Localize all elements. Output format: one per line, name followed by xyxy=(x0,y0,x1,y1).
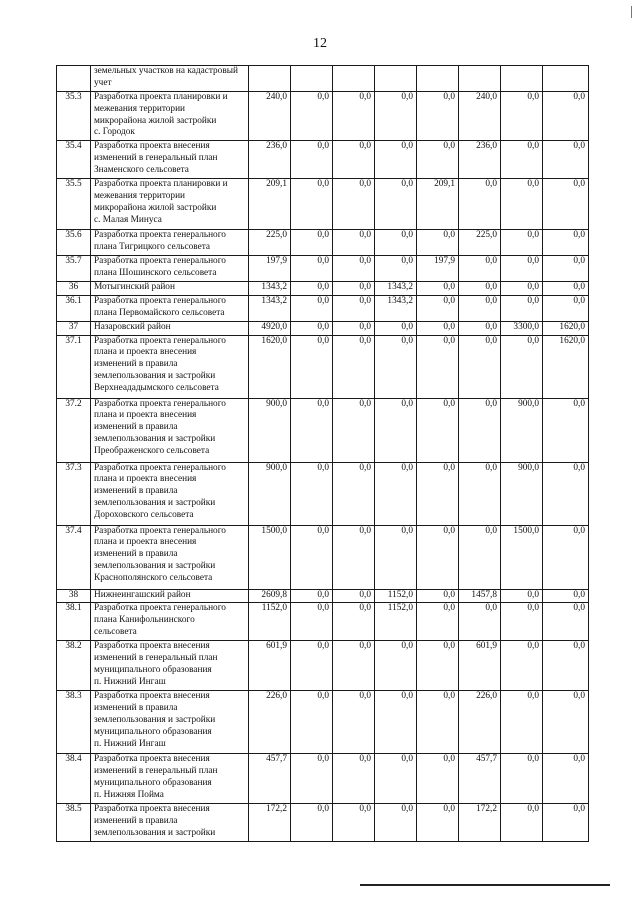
value-cell: 0,0 xyxy=(417,641,459,691)
value-cell: 0,0 xyxy=(333,230,375,256)
description-cell: Назаровский район xyxy=(91,321,249,335)
value-cell: 0,0 xyxy=(291,462,333,525)
value-cell: 0,0 xyxy=(543,691,589,754)
description-cell: Разработка проекта планировки и межевания территории микрорайона жилой застройки с. Малая Минуса xyxy=(91,179,249,230)
value-cell: 172,2 xyxy=(249,804,291,842)
description-cell: Разработка проекта генерального плана Канифольнинского сельсовета xyxy=(91,603,249,641)
value-cell: 0,0 xyxy=(375,754,417,804)
value-cell: 0,0 xyxy=(375,141,417,179)
table-row xyxy=(57,641,589,691)
value-cell: 0,0 xyxy=(417,230,459,256)
value-cell: 1620,0 xyxy=(543,321,589,335)
value-cell: 0,0 xyxy=(291,641,333,691)
value-cell: 900,0 xyxy=(501,462,543,525)
value-cell: 0,0 xyxy=(417,321,459,335)
value-cell: 236,0 xyxy=(459,141,501,179)
value-cell: 0,0 xyxy=(417,281,459,295)
row-number-cell: 37.3 xyxy=(57,462,91,525)
value-cell: 900,0 xyxy=(501,398,543,462)
description-cell: Разработка проекта генерального плана и проекта внесения изменений в правила землепользования и застройки Дороховского сельсовета xyxy=(91,462,249,525)
value-cell: 1620,0 xyxy=(543,335,589,398)
value-cell: 0,0 xyxy=(333,754,375,804)
description-cell: Разработка проекта генерального плана и проекта внесения изменений в правила землепользования и застройки Краснополянского сельсовета xyxy=(91,525,249,589)
value-cell: 0,0 xyxy=(291,691,333,754)
value-cell: 197,9 xyxy=(417,256,459,282)
value-cell: 601,9 xyxy=(459,641,501,691)
value-cell: 0,0 xyxy=(291,256,333,282)
table-row xyxy=(57,295,589,321)
value-cell: 0,0 xyxy=(543,754,589,804)
description-cell: Мотыгинский район xyxy=(91,281,249,295)
value-cell: 0,0 xyxy=(333,589,375,603)
value-cell: 0,0 xyxy=(501,754,543,804)
row-number-cell: 38 xyxy=(57,589,91,603)
value-cell: 0,0 xyxy=(375,641,417,691)
value-cell: 1343,2 xyxy=(375,281,417,295)
row-number-cell: 36.1 xyxy=(57,295,91,321)
value-cell: 0,0 xyxy=(333,321,375,335)
value-cell: 0,0 xyxy=(543,462,589,525)
value-cell: 0,0 xyxy=(417,804,459,842)
value-cell: 0,0 xyxy=(501,281,543,295)
value-cell: 1152,0 xyxy=(249,603,291,641)
value-cell: 0,0 xyxy=(333,335,375,398)
value-cell: 226,0 xyxy=(459,691,501,754)
value-cell: 0,0 xyxy=(501,295,543,321)
value-cell: 0,0 xyxy=(333,179,375,230)
value-cell: 0,0 xyxy=(291,295,333,321)
value-cell: 0,0 xyxy=(333,691,375,754)
value-cell: 0,0 xyxy=(459,179,501,230)
value-cell: 226,0 xyxy=(249,691,291,754)
value-cell: 0,0 xyxy=(333,525,375,589)
table-row xyxy=(57,691,589,754)
value-cell: 0,0 xyxy=(333,281,375,295)
description-cell: Разработка проекта генерального плана и проекта внесения изменений в правила землепользования и застройки Преображенского сельсовета xyxy=(91,398,249,462)
corner-mark xyxy=(631,6,632,18)
value-cell: 0,0 xyxy=(375,335,417,398)
value-cell: 209,1 xyxy=(417,179,459,230)
value-cell: 0,0 xyxy=(417,754,459,804)
value-cell: 0,0 xyxy=(417,589,459,603)
value-cell: 1620,0 xyxy=(249,335,291,398)
value-cell: 0,0 xyxy=(417,691,459,754)
value-cell xyxy=(375,66,417,92)
value-cell: 1343,2 xyxy=(375,295,417,321)
value-cell xyxy=(459,66,501,92)
row-number-cell: 37.2 xyxy=(57,398,91,462)
description-cell: Разработка проекта генерального плана Первомайского сельсовета xyxy=(91,295,249,321)
value-cell xyxy=(543,66,589,92)
value-cell: 0,0 xyxy=(375,804,417,842)
value-cell: 0,0 xyxy=(459,335,501,398)
value-cell xyxy=(291,66,333,92)
value-cell: 197,9 xyxy=(249,256,291,282)
value-cell: 0,0 xyxy=(543,641,589,691)
value-cell: 0,0 xyxy=(417,141,459,179)
value-cell: 0,0 xyxy=(501,230,543,256)
value-cell: 457,7 xyxy=(249,754,291,804)
value-cell: 0,0 xyxy=(333,804,375,842)
row-number-cell: 37.4 xyxy=(57,525,91,589)
value-cell: 0,0 xyxy=(543,589,589,603)
value-cell: 0,0 xyxy=(417,525,459,589)
table-row xyxy=(57,804,589,842)
value-cell: 0,0 xyxy=(501,589,543,603)
value-cell: 0,0 xyxy=(291,589,333,603)
table-body xyxy=(57,66,589,842)
table-row xyxy=(57,462,589,525)
value-cell: 0,0 xyxy=(417,91,459,141)
value-cell: 0,0 xyxy=(543,398,589,462)
value-cell: 0,0 xyxy=(501,603,543,641)
value-cell: 900,0 xyxy=(249,462,291,525)
row-number-cell: 37.1 xyxy=(57,335,91,398)
value-cell: 240,0 xyxy=(459,91,501,141)
description-cell: Разработка проекта внесения изменений в генеральный план муниципального образования п. Нижний Ингаш xyxy=(91,641,249,691)
value-cell: 0,0 xyxy=(543,804,589,842)
value-cell: 1500,0 xyxy=(501,525,543,589)
row-number-cell: 38.2 xyxy=(57,641,91,691)
table-row xyxy=(57,603,589,641)
value-cell: 0,0 xyxy=(501,91,543,141)
value-cell: 3300,0 xyxy=(501,321,543,335)
table-row xyxy=(57,321,589,335)
table-row xyxy=(57,179,589,230)
value-cell: 0,0 xyxy=(375,525,417,589)
row-number-cell: 35.6 xyxy=(57,230,91,256)
table-row xyxy=(57,66,589,92)
value-cell: 0,0 xyxy=(543,179,589,230)
table-row xyxy=(57,281,589,295)
value-cell: 0,0 xyxy=(501,641,543,691)
row-number-cell: 38.3 xyxy=(57,691,91,754)
value-cell: 0,0 xyxy=(417,295,459,321)
value-cell: 0,0 xyxy=(459,295,501,321)
value-cell: 0,0 xyxy=(291,141,333,179)
description-cell: Разработка проекта генерального плана Тигрицкого сельсовета xyxy=(91,230,249,256)
bottom-rule xyxy=(360,884,610,886)
value-cell: 4920,0 xyxy=(249,321,291,335)
row-number-cell: 38.5 xyxy=(57,804,91,842)
value-cell: 0,0 xyxy=(501,804,543,842)
value-cell: 236,0 xyxy=(249,141,291,179)
value-cell: 0,0 xyxy=(291,230,333,256)
description-cell: Разработка проекта внесения изменений в генеральный план Знаменского сельсовета xyxy=(91,141,249,179)
row-number-cell: 35.3 xyxy=(57,91,91,141)
value-cell: 0,0 xyxy=(375,321,417,335)
table-row xyxy=(57,256,589,282)
value-cell xyxy=(333,66,375,92)
value-cell: 0,0 xyxy=(459,525,501,589)
value-cell: 0,0 xyxy=(291,321,333,335)
table-row xyxy=(57,754,589,804)
row-number-cell: 38.4 xyxy=(57,754,91,804)
value-cell: 0,0 xyxy=(543,525,589,589)
value-cell: 2609,8 xyxy=(249,589,291,603)
page-number: 12 xyxy=(313,36,327,51)
table-row xyxy=(57,335,589,398)
value-cell xyxy=(501,66,543,92)
value-cell: 0,0 xyxy=(459,281,501,295)
value-cell: 0,0 xyxy=(291,398,333,462)
row-number-cell: 36 xyxy=(57,281,91,295)
value-cell: 0,0 xyxy=(333,641,375,691)
row-number-cell: 35.4 xyxy=(57,141,91,179)
row-number-cell: 35.5 xyxy=(57,179,91,230)
value-cell: 0,0 xyxy=(459,603,501,641)
value-cell: 0,0 xyxy=(417,462,459,525)
value-cell: 0,0 xyxy=(543,603,589,641)
table-row xyxy=(57,91,589,141)
description-cell: Разработка проекта генерального плана и проекта внесения изменений в правила землепользования и застройки Верхнеададымского сельсовета xyxy=(91,335,249,398)
value-cell: 0,0 xyxy=(501,179,543,230)
value-cell: 0,0 xyxy=(291,281,333,295)
value-cell: 0,0 xyxy=(543,256,589,282)
value-cell: 0,0 xyxy=(501,256,543,282)
value-cell: 0,0 xyxy=(375,179,417,230)
value-cell: 0,0 xyxy=(417,398,459,462)
value-cell: 1152,0 xyxy=(375,603,417,641)
value-cell: 0,0 xyxy=(291,525,333,589)
description-cell: Нижнеингашский район xyxy=(91,589,249,603)
value-cell: 1152,0 xyxy=(375,589,417,603)
table-row xyxy=(57,589,589,603)
value-cell: 240,0 xyxy=(249,91,291,141)
value-cell: 0,0 xyxy=(333,398,375,462)
value-cell: 0,0 xyxy=(375,230,417,256)
value-cell: 0,0 xyxy=(459,462,501,525)
value-cell: 0,0 xyxy=(459,256,501,282)
description-cell: земельных участков на кадастровый учет xyxy=(91,66,249,92)
value-cell: 0,0 xyxy=(543,295,589,321)
value-cell: 0,0 xyxy=(291,91,333,141)
row-number-cell: 35.7 xyxy=(57,256,91,282)
value-cell: 0,0 xyxy=(291,804,333,842)
value-cell: 0,0 xyxy=(501,691,543,754)
value-cell: 0,0 xyxy=(333,91,375,141)
table-row xyxy=(57,230,589,256)
value-cell: 0,0 xyxy=(459,398,501,462)
value-cell: 0,0 xyxy=(375,398,417,462)
value-cell: 0,0 xyxy=(501,335,543,398)
value-cell: 0,0 xyxy=(375,91,417,141)
value-cell: 0,0 xyxy=(291,754,333,804)
value-cell: 225,0 xyxy=(459,230,501,256)
value-cell: 601,9 xyxy=(249,641,291,691)
value-cell: 0,0 xyxy=(333,603,375,641)
value-cell xyxy=(249,66,291,92)
value-cell: 1343,2 xyxy=(249,295,291,321)
value-cell: 0,0 xyxy=(543,141,589,179)
value-cell: 0,0 xyxy=(417,603,459,641)
value-cell: 0,0 xyxy=(417,335,459,398)
value-cell: 0,0 xyxy=(375,691,417,754)
value-cell: 225,0 xyxy=(249,230,291,256)
value-cell: 209,1 xyxy=(249,179,291,230)
table-row xyxy=(57,141,589,179)
value-cell: 1457,8 xyxy=(459,589,501,603)
row-number-cell xyxy=(57,66,91,92)
value-cell xyxy=(417,66,459,92)
value-cell: 0,0 xyxy=(543,230,589,256)
value-cell: 0,0 xyxy=(333,295,375,321)
description-cell: Разработка проекта внесения изменений в правила землепользования и застройки муниципального образования п. Нижний Ингаш xyxy=(91,691,249,754)
row-number-cell: 37 xyxy=(57,321,91,335)
value-cell: 0,0 xyxy=(375,462,417,525)
value-cell: 1343,2 xyxy=(249,281,291,295)
value-cell: 0,0 xyxy=(543,91,589,141)
value-cell: 0,0 xyxy=(333,256,375,282)
budget-table xyxy=(56,65,589,842)
value-cell: 0,0 xyxy=(291,603,333,641)
value-cell: 0,0 xyxy=(375,256,417,282)
value-cell: 457,7 xyxy=(459,754,501,804)
description-cell: Разработка проекта внесения изменений в правила землепользования и застройки xyxy=(91,804,249,842)
value-cell: 0,0 xyxy=(543,281,589,295)
description-cell: Разработка проекта внесения изменений в генеральный план муниципального образования п. Нижняя Пойма xyxy=(91,754,249,804)
value-cell: 0,0 xyxy=(291,335,333,398)
value-cell: 1500,0 xyxy=(249,525,291,589)
table-row xyxy=(57,525,589,589)
value-cell: 0,0 xyxy=(333,462,375,525)
value-cell: 172,2 xyxy=(459,804,501,842)
value-cell: 0,0 xyxy=(291,179,333,230)
value-cell: 900,0 xyxy=(249,398,291,462)
table-row xyxy=(57,398,589,462)
row-number-cell: 38.1 xyxy=(57,603,91,641)
value-cell: 0,0 xyxy=(459,321,501,335)
description-cell: Разработка проекта генерального плана Шошинского сельсовета xyxy=(91,256,249,282)
value-cell: 0,0 xyxy=(333,141,375,179)
description-cell: Разработка проекта планировки и межевания территории микрорайона жилой застройки с. Городок xyxy=(91,91,249,141)
value-cell: 0,0 xyxy=(501,141,543,179)
